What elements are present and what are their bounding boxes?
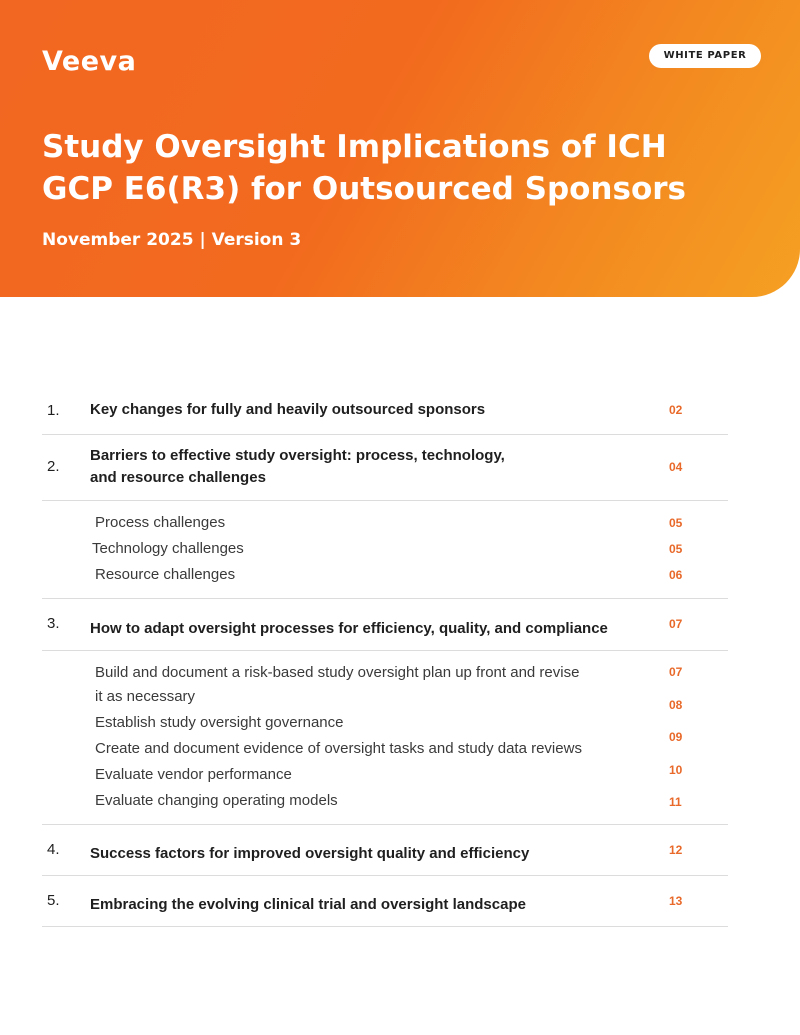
toc-section-number: 4. [47, 841, 60, 858]
white-paper-badge: WHITE PAPER [649, 44, 761, 68]
document-date-version: November 2025 | Version 3 [42, 230, 302, 250]
toc-label-line-1: Build and document a risk-based study oversight plan up front and revise [95, 664, 580, 681]
toc-section-4[interactable] [42, 825, 728, 876]
toc-label-line-2: and resource challenges [90, 469, 266, 486]
toc-subsection-label: Create and document evidence of oversight tasks and study data reviews [95, 740, 582, 757]
toc-label-line-2: it as necessary [95, 688, 196, 705]
document-title [42, 126, 742, 210]
toc-subsection-label: Establish study oversight governance [95, 714, 344, 731]
toc-subsection-label: Technology challenges [92, 540, 244, 557]
toc-label-line-1: Barriers to effective study oversight: process, technology, [90, 447, 505, 464]
toc-page-number: 07 [669, 665, 683, 679]
toc-section-label: Key changes for fully and heavily outsourced sponsors [90, 401, 486, 418]
toc-page-number: 13 [669, 894, 683, 908]
title-line-2: GCP E6(R3) for Outsourced Sponsors [42, 171, 686, 207]
toc-section-label: How to adapt oversight processes for efficiency, quality, and compliance [90, 620, 608, 637]
toc-section-label: Success factors for improved oversight quality and efficiency [90, 845, 530, 862]
toc-page-number: 08 [669, 698, 683, 712]
toc-section-5[interactable] [42, 876, 728, 927]
toc-page-number: 09 [669, 730, 683, 744]
toc-page-number: 05 [669, 542, 683, 556]
toc-section-1[interactable] [42, 385, 728, 435]
toc-page-number: 12 [669, 843, 683, 857]
toc-subsection-label: Process challenges [95, 514, 226, 531]
toc-section-label: Embracing the evolving clinical trial and oversight landscape [90, 896, 526, 913]
toc-subsection-label: Evaluate vendor performance [95, 766, 292, 783]
table-of-contents [42, 385, 728, 927]
veeva-logo: Veeva [42, 46, 137, 77]
toc-section-number: 1. [47, 402, 60, 419]
toc-page-number: 04 [669, 460, 683, 474]
toc-section-number: 3. [47, 615, 60, 632]
toc-page-number: 11 [669, 795, 682, 809]
toc-page-number: 05 [669, 516, 683, 530]
toc-page-number: 06 [669, 568, 683, 582]
toc-section-number: 2. [47, 458, 60, 475]
toc-section-2[interactable] [42, 435, 728, 501]
title-line-1: Study Oversight Implications of ICH [42, 129, 667, 165]
toc-section-3[interactable] [42, 599, 728, 651]
toc-section-number: 5. [47, 892, 60, 909]
toc-subsection-label [95, 661, 615, 709]
toc-subsection-label: Resource challenges [95, 566, 236, 583]
toc-section-2-subsections [42, 501, 728, 599]
toc-section-3-subsections [42, 651, 728, 825]
toc-page-number: 07 [669, 617, 683, 631]
toc-section-label [90, 445, 590, 489]
header-banner [0, 0, 800, 297]
toc-page-number: 10 [669, 763, 683, 777]
toc-subsection-label: Evaluate changing operating models [95, 792, 338, 809]
toc-page-number: 02 [669, 403, 683, 417]
